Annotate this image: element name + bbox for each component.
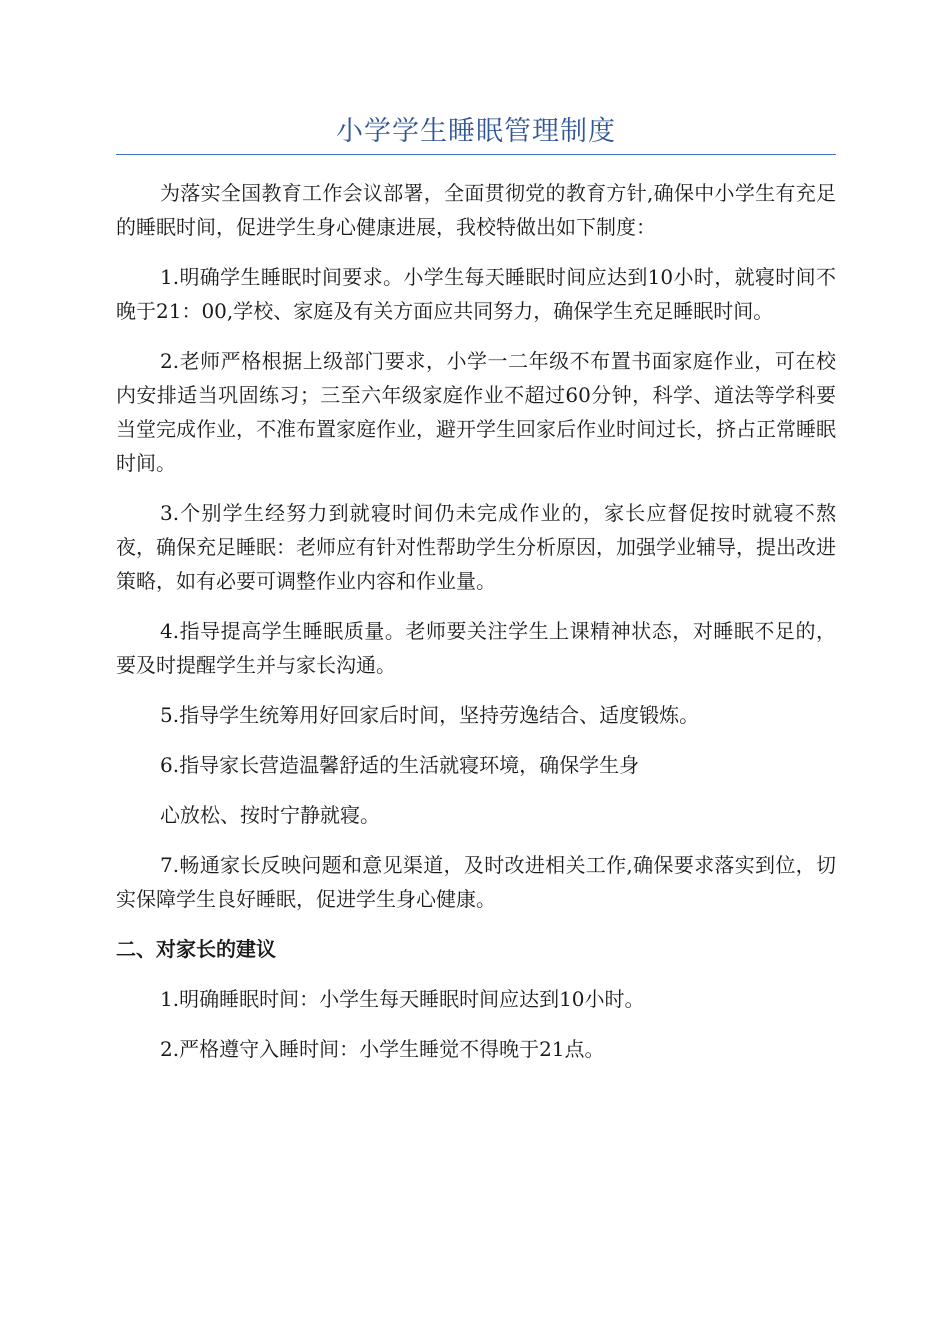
parent-advice-1: 1.明确睡眠时间：小学生每天睡眠时间应达到10小时。 [160, 987, 645, 1011]
rule-paragraph-2: 2.老师严格根据上级部门要求，小学一二年级不布置书面家庭作业，可在校内安排适当巩固练习；三至六年级家庭作业不超过60分钟，科学、道法等学科要当堂完成作业，不准布置家庭作业，避开学生回家后作业时间过长，挤占正常睡眠时间。 [116, 349, 836, 475]
document-title: 小学学生睡眠管理制度 [336, 116, 616, 147]
title-underline [116, 154, 836, 155]
rule-paragraph-6-continued: 心放松、按时宁静就寝。 [160, 803, 380, 827]
section-heading-parents: 二、对家长的建议 [116, 937, 276, 961]
document-body [116, 176, 836, 1082]
rule-paragraph-3: 3.个别学生经努力到就寝时间仍未完成作业的，家长应督促按时就寝不熬夜，确保充足睡眠：老师应有针对性帮助学生分析原因，加强学业辅导，提出改进策略，如有必要可调整作业内容和作业量。 [116, 501, 836, 593]
rule-paragraph-4: 4.指导提高学生睡眠质量。老师要关注学生上课精神状态，对睡眠不足的，要及时提醒学生并与家长沟通。 [116, 619, 836, 677]
rule-paragraph-6: 6.指导家长营造温馨舒适的生活就寝环境，确保学生身 [160, 753, 640, 777]
parent-advice-2: 2.严格遵守入睡时间：小学生睡觉不得晚于21点。 [160, 1037, 605, 1061]
intro-paragraph: 为落实全国教育工作会议部署，全面贯彻党的教育方针,确保中小学生有充足的睡眠时间，促进学生身心健康进展，我校特做出如下制度： [116, 181, 836, 239]
rule-paragraph-7: 7.畅通家长反映问题和意见渠道，及时改进相关工作,确保要求落实到位，切实保障学生良好睡眠，促进学生身心健康。 [116, 853, 836, 911]
rule-paragraph-5: 5.指导学生统筹用好回家后时间，坚持劳逸结合、适度锻炼。 [160, 703, 700, 727]
rule-paragraph-1: 1.明确学生睡眠时间要求。小学生每天睡眠时间应达到10小时，就寝时间不晚于21：00,学校、家庭及有关方面应共同努力，确保学生充足睡眠时间。 [116, 265, 836, 323]
